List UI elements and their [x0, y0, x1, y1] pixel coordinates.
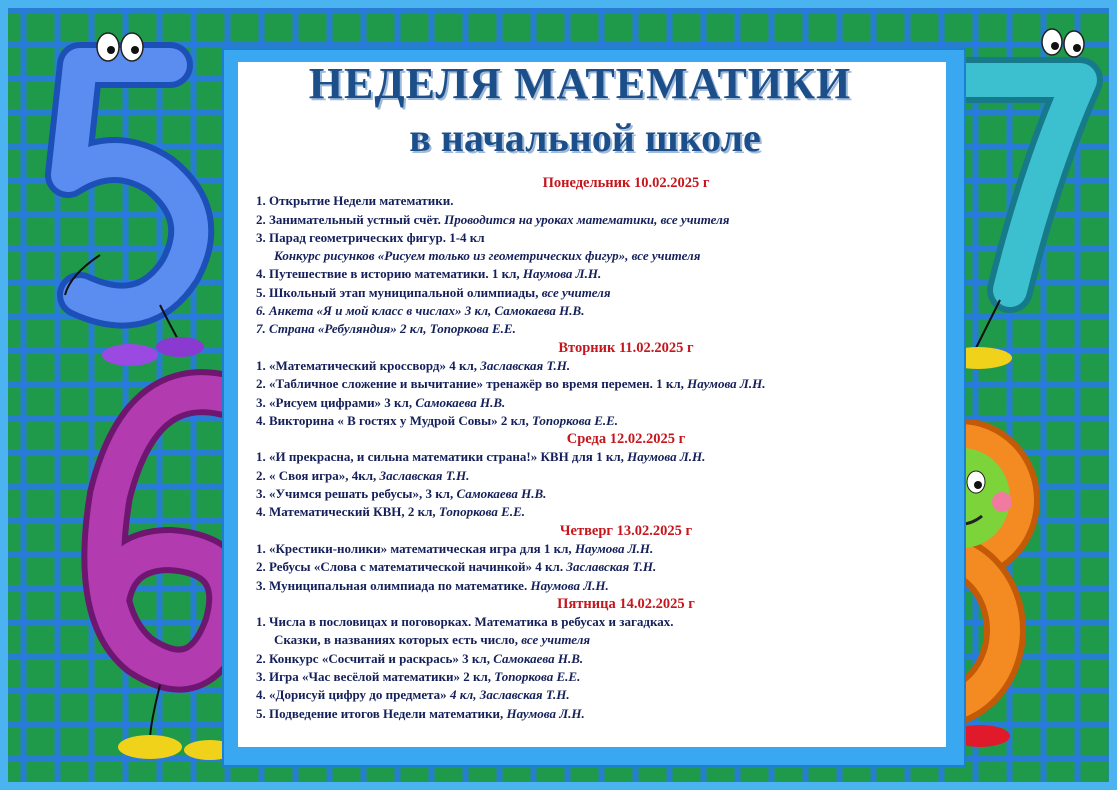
schedule-item — [256, 613, 916, 631]
item-text: 4. «Дорисуй цифру до предмета» — [256, 687, 447, 703]
item-note: Самокаева Н.В. — [456, 486, 547, 502]
item-text: 2. «Табличное сложение и вычитание» тренажёр во время перемен. 1 кл, — [256, 376, 684, 392]
day-title-thursday: Четверг 13.02.2025 г — [559, 522, 693, 539]
item-note: Конкурс рисунков «Рисуем только из геометрических фигур», все учителя — [274, 248, 701, 264]
item-note: Наумова Л.Н. — [574, 540, 654, 556]
digit-five-character-icon — [20, 25, 240, 385]
schedule-item — [256, 668, 916, 686]
schedule-item — [256, 192, 916, 210]
item-note: Самокаева Н.В. — [493, 650, 584, 666]
schedule-item — [256, 247, 916, 265]
item-note: 7. Страна «Ребуляндия» 2 кл, Топоркова Е.Е. — [256, 321, 516, 337]
item-text: 2. Конкурс «Сосчитай и раскрась» 3 кл, — [256, 650, 490, 666]
item-note: Топоркова Е.Е. — [494, 669, 581, 685]
item-note: Заславская Т.Н. — [566, 559, 657, 575]
item-text: 4. Путешествие в историю математики. 1 кл, — [256, 266, 520, 282]
item-text: 3. Муниципальная олимпиада по математике. — [256, 577, 528, 593]
item-note: Топоркова Е.Е. — [531, 412, 619, 428]
item-text: 3. «Учимся решать ребусы», 3 кл, — [256, 486, 454, 502]
item-note: Наумова Л.Н. — [522, 266, 602, 282]
schedule-item — [256, 705, 916, 723]
schedule-item — [256, 229, 916, 247]
item-text: 1. Открытие Недели математики. — [256, 193, 454, 209]
item-text: 2. Ребусы «Слова с математической начинкой» 4 кл. — [256, 559, 564, 575]
item-text: 3. Игра «Час весёлой математики» 2 кл, — [256, 669, 491, 685]
item-note: Самокаева Н.В. — [415, 394, 506, 410]
day-title-friday: Пятница 14.02.2025 г — [557, 595, 695, 612]
schedule-item — [256, 448, 916, 466]
schedule-item — [256, 412, 916, 430]
schedule-item — [256, 394, 916, 412]
item-note: Наумова Л.Н. — [687, 376, 766, 392]
item-text: 5. Школьный этап муниципальной олимпиады, — [256, 284, 539, 300]
schedule-item — [256, 284, 916, 302]
item-note: Топоркова Е.Е. — [438, 504, 525, 520]
schedule-item — [256, 577, 916, 595]
item-text: 1. «Крестики-нолики» математическая игра для 1 кл, — [256, 540, 572, 556]
schedule-item — [256, 467, 916, 485]
schedule — [256, 174, 916, 723]
item-text: 2. Занимательный устный счёт. — [256, 211, 441, 227]
schedule-item — [256, 302, 916, 320]
item-text: 1. «И прекрасна, и сильна математики страна!» КВН для 1 кл, — [256, 449, 624, 465]
item-text: 1. «Математический кроссворд» 4 кл, — [256, 357, 478, 373]
schedule-item — [256, 485, 916, 503]
schedule-item — [256, 686, 916, 704]
item-text: 2. « Своя игра», 4кл, — [256, 467, 377, 483]
schedule-item — [256, 540, 916, 558]
page-subtitle: в начальной школе — [409, 115, 761, 160]
item-note: Проводится на уроках математики, все учителя — [444, 211, 730, 227]
item-note: 6. Анкета «Я и мой класс в числах» 3 кл, Самокаева Н.В. — [256, 303, 585, 319]
schedule-item — [256, 558, 916, 576]
item-note: Заславская Т.Н. — [480, 357, 571, 373]
schedule-item — [256, 631, 916, 649]
schedule-item — [256, 211, 916, 229]
schedule-item — [256, 503, 916, 521]
page-title: НЕДЕЛЯ МАТЕМАТИКИ — [308, 59, 852, 108]
schedule-item — [256, 650, 916, 668]
item-text: 4. Викторина « В гостях у Мудрой Совы» 2 кл, — [256, 412, 529, 428]
item-text: Сказки, в названиях которых есть число, — [274, 632, 518, 648]
schedule-item — [256, 320, 916, 338]
item-text: 3. «Рисуем цифрами» 3 кл, — [256, 394, 413, 410]
schedule-item — [256, 265, 916, 283]
schedule-item — [256, 375, 916, 393]
item-note: Наумова Л.Н. — [627, 449, 706, 465]
item-note: Наумова Л.Н. — [530, 577, 609, 593]
item-note: Наумова Л.Н. — [506, 705, 585, 721]
item-text: 5. Подведение итогов Недели математики, — [256, 705, 504, 721]
item-note: Заславская Т.Н. — [379, 467, 470, 483]
item-text: 3. Парад геометрических фигур. 1-4 кл — [256, 229, 485, 245]
item-note: 4 кл, Заславская Т.Н. — [449, 687, 570, 703]
day-title-monday: Понедельник 10.02.2025 г — [542, 175, 710, 191]
schedule-item — [256, 357, 916, 375]
item-text: 1. Числа в пословицах и поговорках. Математика в ребусах и загадках. — [256, 614, 674, 630]
item-text: 4. Математический КВН, 2 кл, — [256, 504, 436, 520]
item-note: все учителя — [541, 284, 611, 300]
day-title-wednesday: Среда 12.02.2025 г — [566, 431, 686, 448]
day-title-tuesday: Вторник 11.02.2025 г — [558, 339, 694, 356]
item-note: все учителя — [521, 632, 591, 648]
